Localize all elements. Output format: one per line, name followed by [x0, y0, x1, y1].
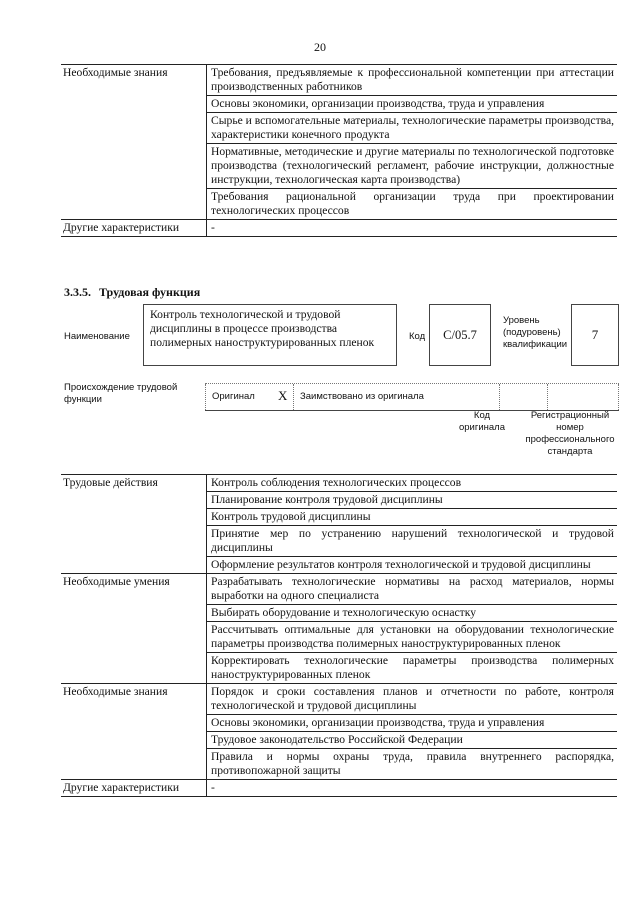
row-label: Другие характеристики [61, 780, 207, 797]
row-item: - [207, 220, 618, 237]
row-label: Трудовые действия [61, 475, 207, 574]
row-item: Правила и нормы охраны труда, правила внутреннего распорядка, противопожарной защиты [207, 749, 618, 780]
origin-row [205, 383, 619, 411]
origin-reg-number-cell [547, 384, 619, 410]
reg-number-caption: Регистрационный номер профессионального стандарта [525, 410, 615, 457]
row-label: Необходимые знания [61, 65, 207, 220]
row-item: Разрабатывать технологические нормативы на расход материалов, нормы выработки на одного специалиста [207, 574, 618, 605]
row-item: Оформление результатов контроля технологической и трудовой дисциплины [207, 557, 618, 574]
row-item: Выбирать оборудование и технологическую оснастку [207, 605, 618, 622]
name-label: Наименование [64, 331, 130, 342]
row-item: Трудовое законодательство Российской Федерации [207, 732, 618, 749]
row-item: Принятие мер по устранению нарушений технологической и трудовой дисциплины [207, 526, 618, 557]
function-code-box: C/05.7 [429, 304, 491, 366]
row-item: Планирование контроля трудовой дисциплины [207, 492, 618, 509]
borrowed-label: Заимствовано из оригинала [300, 391, 424, 402]
origin-borrowed-cell [293, 384, 499, 410]
function-name-box: Контроль технологической и трудовой дисциплины в процессе производства полимерных наноструктурированных пленок [143, 304, 397, 366]
labor-function-table [61, 474, 617, 797]
knowledge-table [61, 64, 617, 237]
original-label: Оригинал [212, 391, 255, 402]
row-item: Контроль соблюдения технологических процессов [207, 475, 618, 492]
page-number: 20 [314, 40, 326, 54]
section-number: 3.3.5. [64, 285, 91, 299]
origin-label: Происхождение трудовой функции [64, 382, 178, 405]
code-original-caption: Код оригинала [458, 410, 505, 433]
qualification-level-box: 7 [571, 304, 619, 366]
row-item: Рассчитывать оптимальные для установки на оборудовании технологические параметры производства полимерных наноструктурированных пленок [207, 622, 618, 653]
row-item: Требования, предъявляемые к профессиональной компетенции при аттестации производственных работников [207, 65, 618, 96]
row-item: - [207, 780, 618, 797]
origin-code-cell [499, 384, 547, 410]
qualification-level-label: Уровень (подуровень) квалификации [503, 315, 568, 350]
code-label: Код [409, 331, 426, 342]
origin-original-cell [205, 384, 293, 410]
row-item: Требования рациональной организации труда при проектировании технологических процессов [207, 189, 618, 220]
row-item: Нормативные, методические и другие материалы по технологической подготовке производства (технологический регламент, рабочие инструкции, должностные инструкции, технологическая карта производства) [207, 144, 618, 189]
row-item: Контроль трудовой дисциплины [207, 509, 618, 526]
section-title: Трудовая функция [99, 285, 201, 299]
row-item: Корректировать технологические параметры производства полимерных наноструктурированных пленок [207, 653, 618, 684]
row-label: Необходимые знания [61, 684, 207, 780]
row-item: Основы экономики, организации производства, труда и управления [207, 96, 618, 113]
row-item: Порядок и сроки составления планов и отчетности по работе, контроля технологической и трудовой дисциплины [207, 684, 618, 715]
row-label: Другие характеристики [61, 220, 207, 237]
row-item: Сырье и вспомогательные материалы, технологические параметры производства, характеристики конечного продукта [207, 113, 618, 144]
row-label: Необходимые умения [61, 574, 207, 684]
original-mark: X [278, 388, 288, 403]
row-item: Основы экономики, организации производства, труда и управления [207, 715, 618, 732]
section-heading [64, 285, 208, 300]
